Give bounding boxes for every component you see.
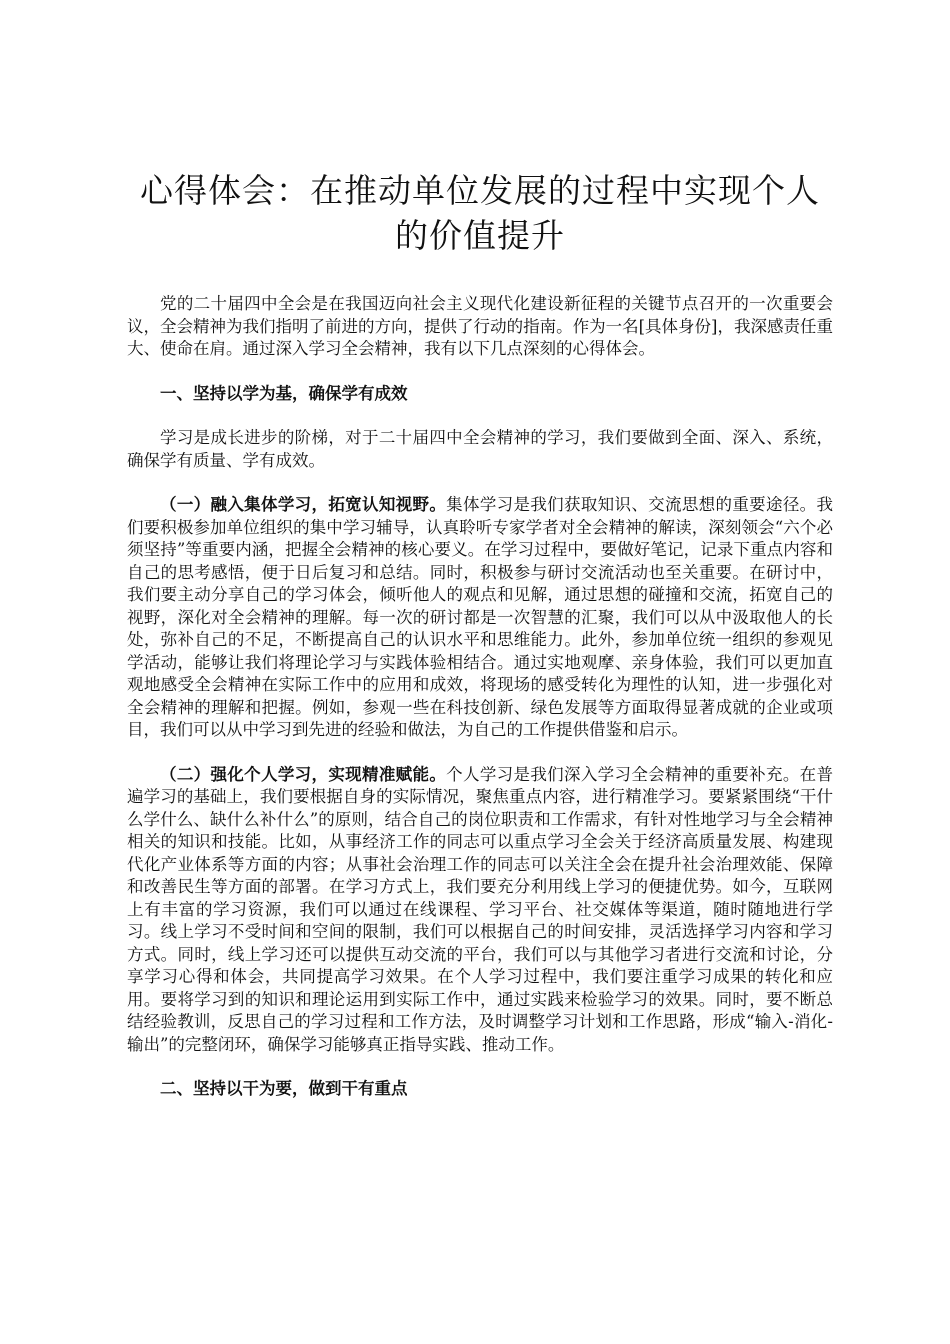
document-page xyxy=(127,168,833,1123)
subsection-2-body: 个人学习是我们深入学习全会精神的重要补充。在普遍学习的基础上，我们要根据自身的实际情况，聚焦重点内容，进行精准学习。要紧紧围绕“干什么学什么、缺什么补什么”的原则，结合自己的岗位职责和工作需求，有针对性地学习与全会精神相关的知识和技能。比如，从事经济工作的同志可以重点学习全会关于经济高质量发展、构建现代化产业体系等方面的内容；从事社会治理工作的同志可以关注全会在提升社会治理效能、保障和改善民生等方面的部署。在学习方式上，我们要充分利用线上学习的便捷优势。如今，互联网上有丰富的学习资源，我们可以通过在线课程、学习平台、社交媒体等渠道，随时随地进行学习。线上学习不受时间和空间的限制，我们可以根据自己的时间安排，灵活选择学习内容和学习方式。同时，线上学习还可以提供互动交流的平台，我们可以与其他学习者进行交流和讨论，分享学习心得和体会，共同提高学习效果。在个人学习过程中，我们要注重学习成果的转化和应用。要将学习到的知识和理论运用到实际工作中，通过实践来检验学习的效果。同时，要不断总结经验教训，反思自己的学习过程和工作方法，及时调整学习计划和工作思路，形成“输入-消化-输出”的完整闭环，确保学习能够真正指导实践、推动工作。 xyxy=(127,764,834,1054)
subsection-1-lead: （一）融入集体学习，拓宽认知视野。 xyxy=(160,495,447,514)
subsection-1-paragraph xyxy=(127,494,833,742)
section-1-heading: 一、坚持以学为基，确保学有成效 xyxy=(160,383,408,403)
section-1-intro: 学习是成长进步的阶梯，对于二十届四中全会精神的学习，我们要做到全面、深入、系统，确保学有质量、学有成效。 xyxy=(127,428,833,470)
intro-paragraph: 党的二十届四中全会是在我国迈向社会主义现代化建设新征程的关键节点召开的一次重要会议，全会精神为我们指明了前进的方向，提供了行动的指南。作为一名[具体身份]，我深感责任重大、使命在肩。通过深入学习全会精神，我有以下几点深刻的心得体会。 xyxy=(127,294,833,358)
document-title: 心得体会：在推动单位发展的过程中实现个人的价值提升 xyxy=(140,171,820,255)
subsection-2-paragraph xyxy=(127,764,833,1057)
subsection-1-body: 集体学习是我们获取知识、交流思想的重要途径。我们要积极参加单位组织的集中学习辅导，认真聆听专家学者对全会精神的解读，深刻领会“六个必须坚持”等重要内涵，把握全会精神的核心要义。在学习过程中，要做好笔记，记录下重点内容和自己的思考感悟，便于日后复习和总结。同时，积极参与研讨交流活动也至关重要。在研讨中，我们要主动分享自己的学习体会，倾听他人的观点和见解，通过思想的碰撞和交流，拓宽自己的视野，深化对全会精神的理解。每一次的研讨都是一次智慧的汇聚，我们可以从中汲取他人的长处，弥补自己的不足，不断提高自己的认识水平和思维能力。此外，参加单位统一组织的参观见学活动，能够让我们将理论学习与实践体验相结合。通过实地观摩、亲身体验，我们可以更加直观地感受全会精神在实际工作中的应用和成效，将现场的感受转化为理性的认知，进一步强化对全会精神的理解和把握。例如，参观一些在科技创新、绿色发展等方面取得显著成就的企业或项目，我们可以从中学习到先进的经验和做法，为自己的工作提供借鉴和启示。 xyxy=(127,495,834,739)
section-2-heading: 二、坚持以干为要，做到干有重点 xyxy=(160,1079,408,1098)
subsection-2-lead: （二）强化个人学习，实现精准赋能。 xyxy=(160,764,447,784)
